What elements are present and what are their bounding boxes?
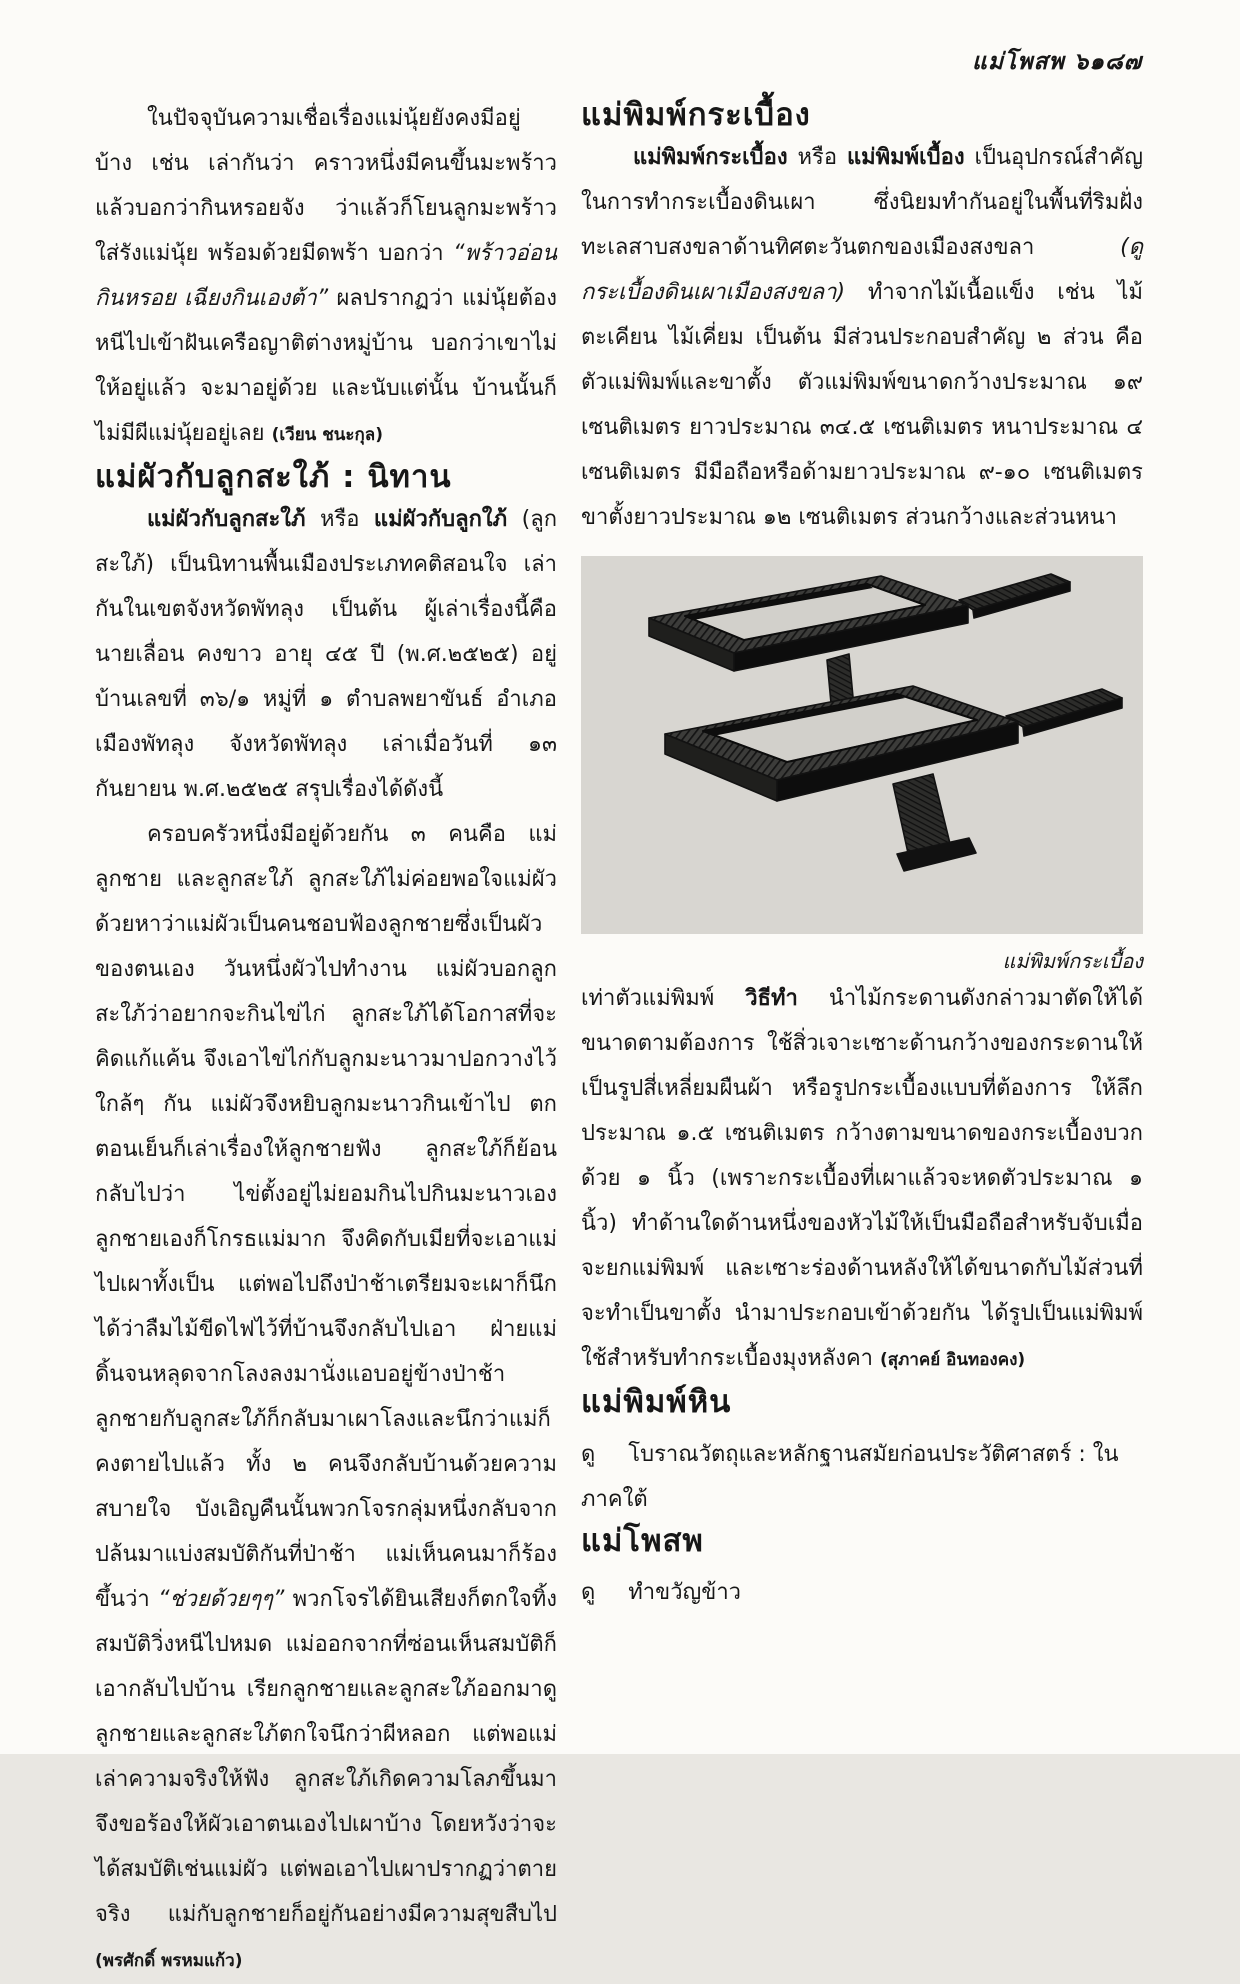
section-heading-tile-mold: แม่พิมพ์กระเบื้อง: [581, 97, 811, 133]
belief-quote: “พร้าวอ่อนกินหรอย เฉียงกินเองต้า”: [95, 241, 557, 311]
attribution-suphak-inthongkong: (สุภาคย์ อินทองคง): [880, 1349, 1026, 1370]
figure-tile-mold: [581, 556, 1143, 934]
right-column: [581, 96, 1143, 1615]
section-heading-tale: แม่ผัวกับลูกสะใภ้ : นิทาน: [95, 459, 452, 495]
tile-mold-intro-rest2: ทำจากไม้เนื้อแข็ง เช่น ไม้ตะเคียน ไม้เคี่ยม เป็นต้น มีส่วนประกอบสำคัญ ๒ ส่วน คือ ตัวแม่พิมพ์และขาตั้ง ตัวแม่พิมพ์ขนาดกว้างประมาณ ๑๙ เซนติเมตร ยาวประมาณ ๓๔.๕ เซนติเมตร หนาประมาณ ๔ เซนติเมตร มีมือถือหรือด้ามยาวประมาณ ๙-๑๐ เซนติเมตร ขาตั้งยาวประมาณ ๑๒ เซนติเมตร ส่วนกว้างและส่วนหนา: [581, 279, 1144, 530]
tale-intro-rest: (ลูกสะใภ้) เป็นนิทานพื้นเมืองประเภทคติสอนใจ เล่ากันในเขตจังหวัดพัทลุง เป็นต้น ผู้เล่าเรื่องนี้คือ นายเลื่อน คงขาว อายุ ๔๕ ปี (พ.ศ.๒๕๒๕) อยู่บ้านเลขที่ ๓๖/๑ หมู่ที่ ๑ ตำบลพยาขันธ์ อำเภอเมืองพัทลุง จังหวัดพัทลุง เล่าเมื่อวันที่ ๑๓ กันยายน พ.ศ.๒๕๒๕ สรุปเรื่องได้ดังนี้: [95, 506, 558, 802]
section-heading-mae-phosop: แม่โพสพ: [581, 1522, 704, 1559]
story-part-2: พวกโจรได้ยินเสียงก็ตกใจทิ้งสมบัติวิ่งหนีไปหมด แม่ออกจากที่ซ่อนเห็นสมบัติก็เอากลับไปบ้าน เรียกลูกชายและลูกสะใภ้ออกมาดู ลูกชายและลูกสะใภ้ตกใจนึกว่าผีหลอก แต่พอแม่เล่าความจริงให้ฟัง ลูกสะใภ้เกิดความโลภขึ้นมา จึงขอร้องให้ผัวเอาตนเองไปเผาบ้าง โดยหวังว่าจะได้สมบัติเช่นแม่ผัว แต่พอเอาไปเผาปรากฏว่าตายจริง แม่กับลูกชายก็อยู่กันอย่างมีความสุขสืบไป: [95, 1586, 557, 1927]
see-ref-mae-phosop: ทำขวัญข้าว: [628, 1580, 742, 1606]
left-column: [95, 96, 557, 1984]
paragraph-tile-mold-method: [581, 976, 1143, 1383]
method-rest: นำไม้กระดานดังกล่าวมาตัดให้ได้ขนาดตามต้องการ ใช้สิ่วเจาะเซาะด้านกว้างของกระดานให้เป็นรูปสี่เหลี่ยมผืนผ้า หรือรูปกระเบื้องแบบที่ต้องการ ให้ลึกประมาณ ๑.๕ เซนติเมตร กว้างตามขนาดของกระเบื้องบวกด้วย ๑ นิ้ว (เพราะกระเบื้องที่เผาแล้วจะหดตัวประมาณ ๑ นิ้ว) ทำด้านใดด้านหนึ่งของหัวไม้ให้เป็นมือถือสำหรับจับเมื่อจะยกแม่พิมพ์ และเซาะร่องด้านหลังให้ได้ขนาดกับไม้ส่วนที่จะทำเป็นขาตั้ง นำมาประกอบเข้าด้วยกัน ได้รูปเป็นแม่พิมพ์ ใช้สำหรับทำกระเบื้องมุงหลังคา: [581, 985, 1143, 1371]
figure-caption: แม่พิมพ์กระเบื้อง: [1002, 948, 1143, 973]
story-part-1: ครอบครัวหนึ่งมีอยู่ด้วยกัน ๓ คนคือ แม่ ลูกชาย และลูกสะใภ้ ลูกสะใภ้ไม่ค่อยพอใจแม่ผัว ด้วยหาว่าแม่ผัวเป็นคนชอบฟ้องลูกชายซึ่งเป็นผัวของตนเอง วันหนึ่งผัวไปทำงาน แม่ผัวบอกลูกสะใภ้ว่าอยากจะกินไข่ไก่ ลูกสะใภ้ได้โอกาสที่จะคิดแก้แค้น จึงเอาไข่ไก่กับลูกมะนาวมาปอกวางไว้ใกล้ๆ กัน แม่ผัวจึงหยิบลูกมะนาวกินเข้าไป ตกตอนเย็นก็เล่าเรื่องให้ลูกชายฟัง ลูกสะใภ้ก็ย้อนกลับไปว่า ไข่ตั้งอยู่ไม่ยอมกินไปกินมะนาวเอง ลูกชายเองก็โกรธแม่มาก จึงคิดกับเมียที่จะเอาแม่ไปเผาทั้งเป็น แต่พอไปถึงป่าช้าเตรียมจะเผาก็นึกได้ว่าลืมไม้ขีดไฟไว้ที่บ้านจึงกลับไปเอา ฝ่ายแม่ดิ้นจนหลุดจากโลงลงมานั่งแอบอยู่ข้างป่าช้า ลูกชายกับลูกสะใภ้ก็กลับมาเผาโลงและนึกว่าแม่ก็คงตายไปแล้ว ทั้ง ๒ คนจึงกลับบ้านด้วยความสบายใจ บังเอิญคืนนั้นพวกโจรกลุ่มหนึ่งกลับจากปล้นมาแบ่งสมบัติกันที่ป่าช้า แม่เห็นคนมาก็ร้องขึ้นว่า: [95, 821, 557, 1612]
tile-mold-intro-rest1: เป็นอุปกรณ์สำคัญในการทำกระเบื้องดินเผา ซึ่งนิยมทำกันอยู่ในพื้นที่ริมฝั่งทะเลสาบสงขลาด้านทิศตะวันตกของเมืองสงขลา: [581, 144, 1143, 260]
paragraph-mae-nui-belief: [95, 96, 557, 458]
see-label: ดู: [581, 1580, 596, 1606]
tile-mold-term-1: แม่พิมพ์กระเบื้อง: [633, 144, 788, 170]
see-label: ดู: [581, 1441, 596, 1467]
tile-mold-conj: หรือ: [797, 144, 838, 170]
tale-term-2: แม่ผัวกับลูกใภ้: [373, 506, 508, 532]
see-also-stone-mold: [581, 1432, 1143, 1522]
tile-mold-illustration: [581, 556, 1143, 934]
running-head: แม่โพสพ ๖๑๘๗: [972, 49, 1142, 75]
section-heading-stone-mold: แม่พิมพ์หิน: [581, 1383, 732, 1420]
tile-mold-term-2: แม่พิมพ์เบื้อง: [846, 144, 965, 170]
see-also-mae-phosop: [581, 1570, 1143, 1615]
method-term: วิธีทำ: [745, 985, 798, 1011]
method-pre: เท่าตัวแม่พิมพ์: [581, 985, 715, 1011]
belief-text-pre: ในปัจจุบันความเชื่อเรื่องแม่นุ้ยยังคงมีอยู่บ้าง เช่น เล่ากันว่า คราวหนึ่งมีคนขึ้นมะพร้าวแล้วบอกว่ากินหรอยจัง ว่าแล้วก็โยนลูกมะพร้าวใส่รังแม่นุ้ย พร้อมด้วยมีดพร้า บอกว่า: [95, 106, 557, 266]
paragraph-tale-intro: [95, 497, 557, 812]
see-ref-stone-mold: โบราณวัตถุและหลักฐานสมัยก่อนประวัติศาสตร์ : ในภาคใต้: [581, 1441, 1119, 1512]
paragraph-tile-mold-intro: [581, 135, 1143, 540]
paragraph-tale-story: [95, 812, 557, 1984]
belief-text-post: ผลปรากฏว่า แม่นุ้ยต้องหนีไปเข้าฝันเครือญาติต่างหมู่บ้าน บอกว่าเขาไม่ให้อยู่แล้ว จะมาอยู่ด้วย และนับแต่นั้น บ้านนั้นก็ไม่มีผีแม่นุ้ยอยู่เลย: [95, 286, 557, 446]
tale-term-1: แม่ผัวกับลูกสะใภ้: [147, 506, 306, 532]
attribution-pornsak-phromkaeo: (พรศักดิ์ พรหมแก้ว): [95, 1950, 243, 1971]
story-quote: “ช่วยด้วยๆๆ”: [158, 1586, 285, 1612]
tile-mold-see-ref-inline: (ดู กระเบื้องดินเผาเมืองสงขลา): [581, 234, 1143, 305]
attribution-wian-chanakul: (เวียน ชนะกุล): [271, 425, 383, 445]
tale-conj: หรือ: [319, 506, 360, 532]
